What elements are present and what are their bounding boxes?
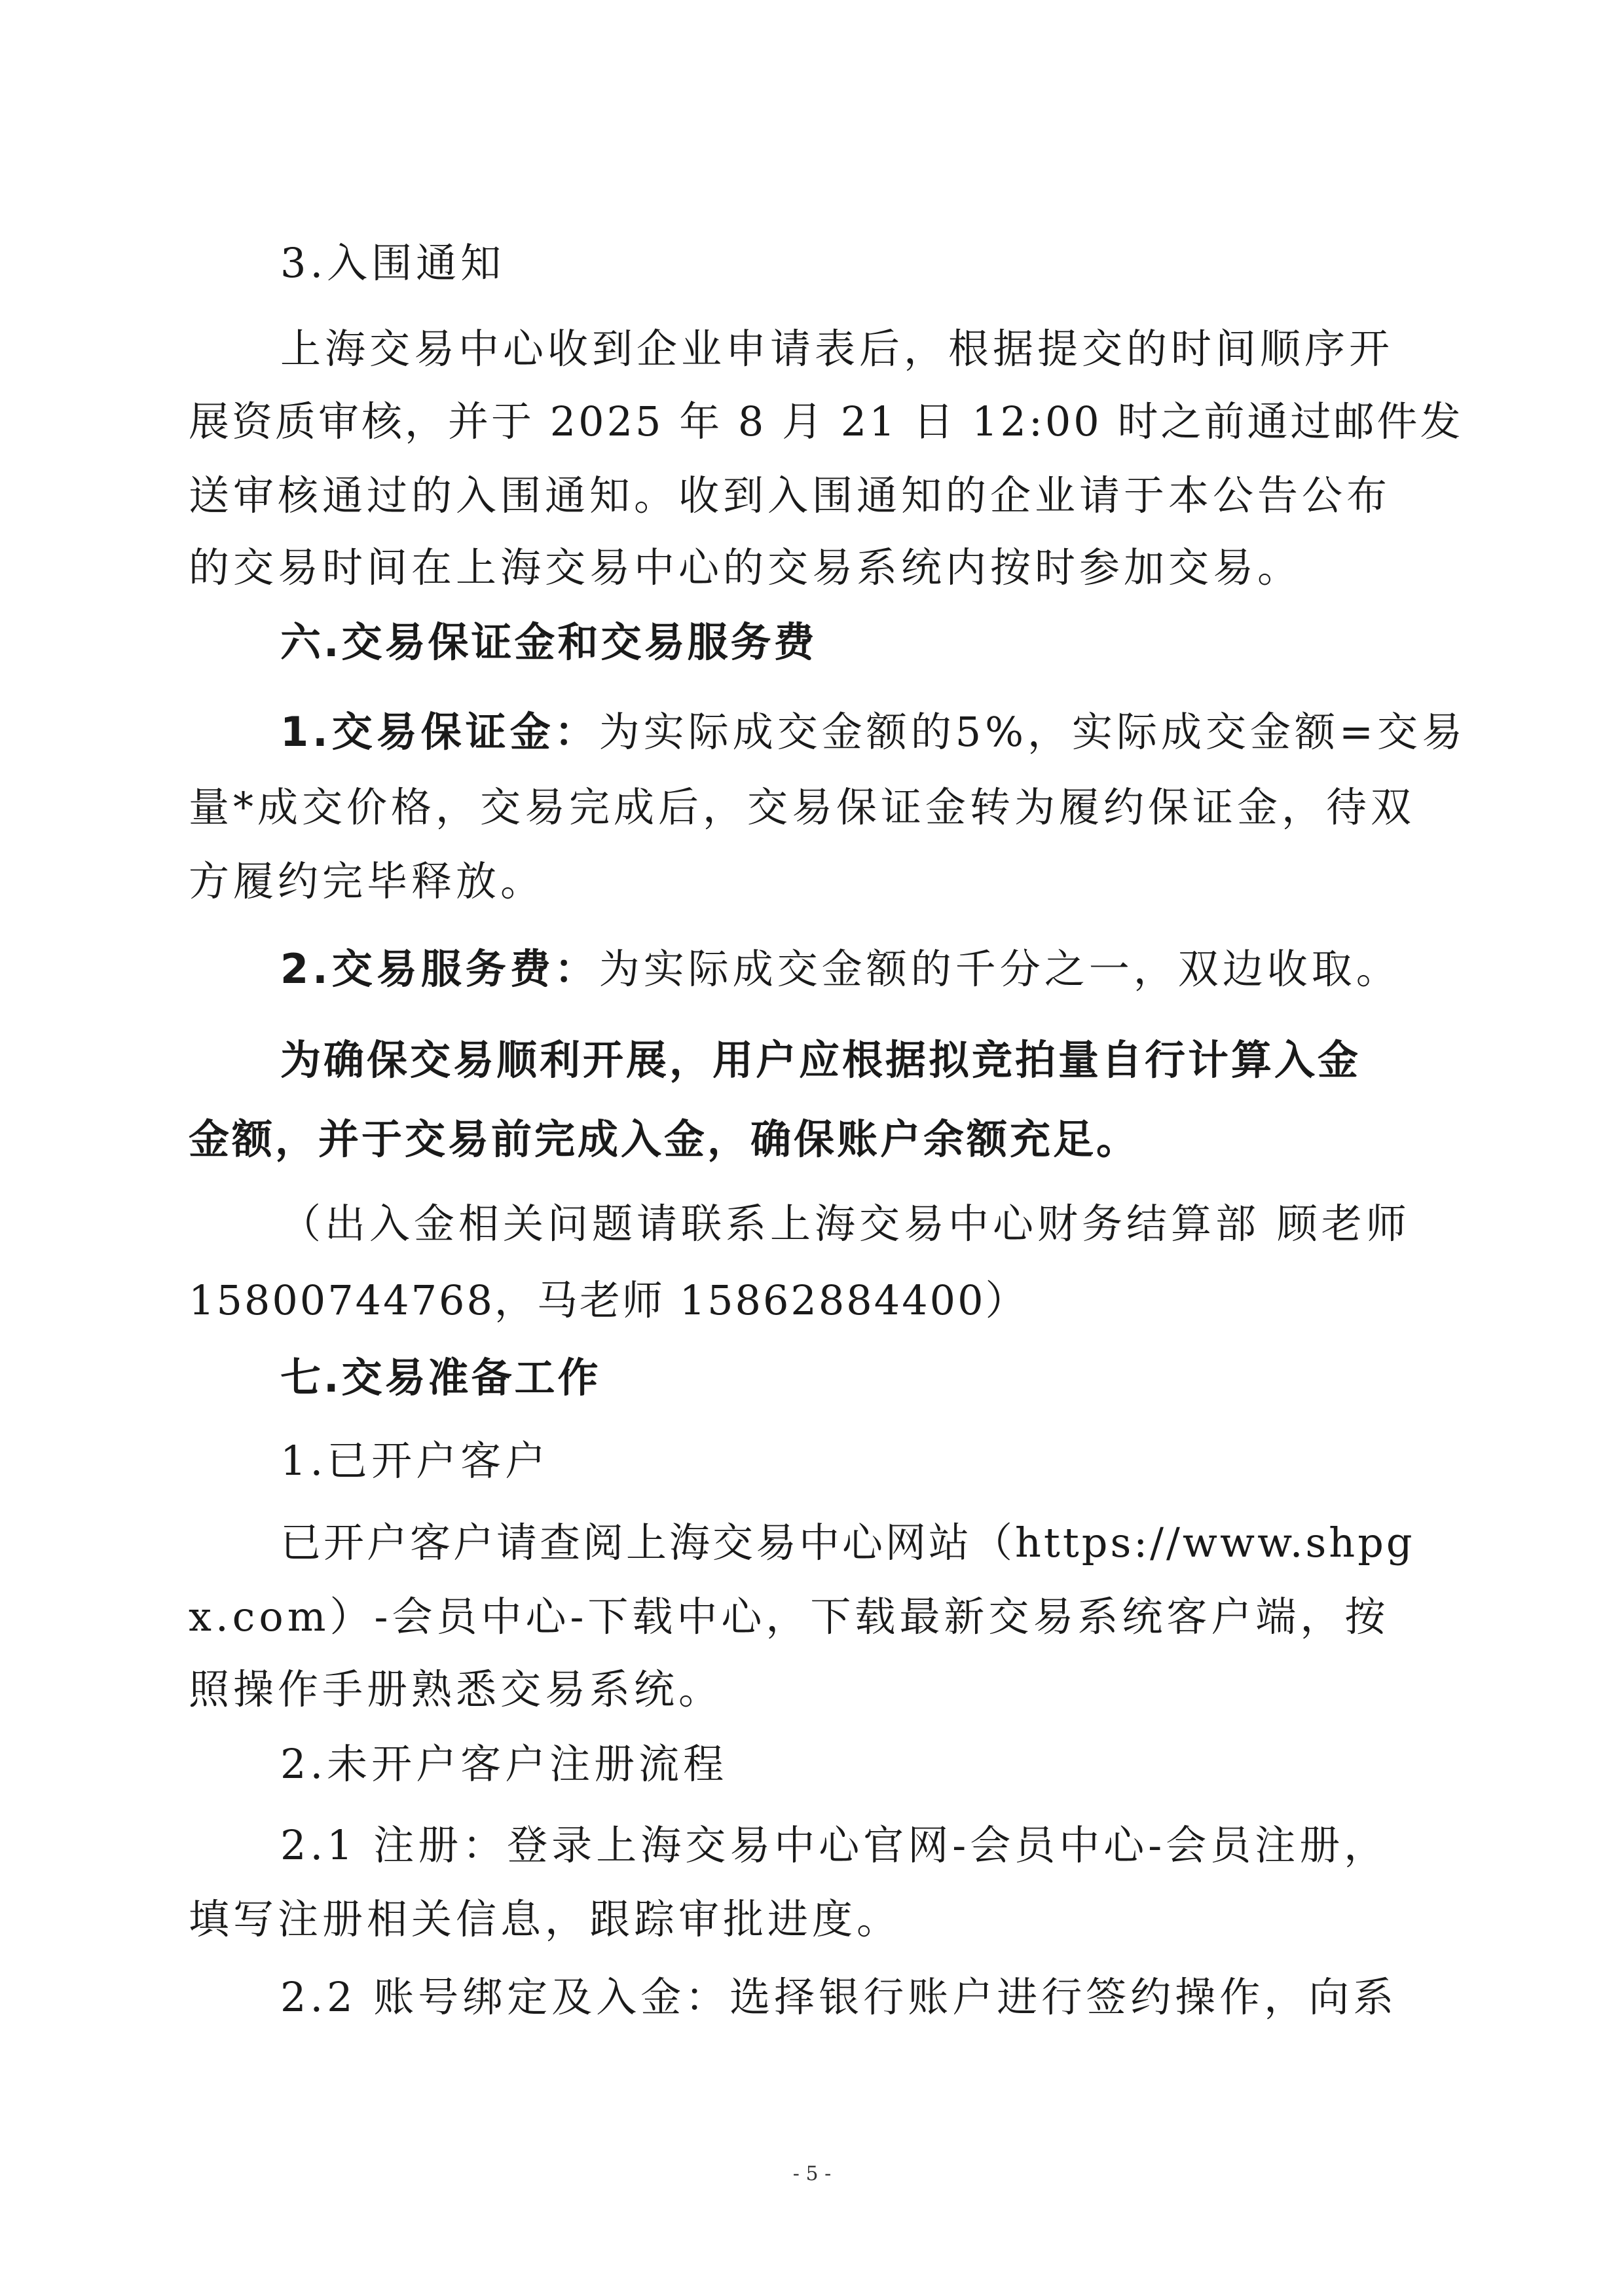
body-line: 量*成交价格，交易完成后，交易保证金转为履约保证金，待双 [189,783,1416,831]
section-heading-preparation: 七.交易准备工作 [280,1354,601,1401]
body-line: 照操作手册熟悉交易系统。 [189,1665,724,1713]
service-fee-paragraph [280,943,1401,995]
body-line: 填写注册相关信息，跟踪审批进度。 [189,1895,902,1943]
body-line: 2.2 账号绑定及入金：选择银行账户进行签约操作，向系 [280,1973,1398,2021]
body-line: 方履约完毕释放。 [189,857,545,905]
body-line: 已开户客户请查阅上海交易中心网站（https://www.shpg [280,1519,1415,1566]
deposit-text: 为实际成交金额的5%，实际成交金额=交易 [599,708,1467,756]
contact-note-line: （出入金相关问题请联系上海交易中心财务结算部 顾老师 [280,1200,1411,1248]
service-fee-label: 2.交易服务费： [280,945,599,993]
body-line: x.com）-会员中心-下载中心，下载最新交易系统客户端，按 [189,1593,1390,1640]
section-heading-deposit-and-fees: 六.交易保证金和交易服务费 [280,618,817,666]
body-line: 的交易时间在上海交易中心的交易系统内按时参加交易。 [189,544,1302,591]
service-fee-text: 为实际成交金额的千分之一，双边收取。 [599,945,1401,993]
funding-note-line: 金额，并于交易前完成入金，确保账户余额充足。 [189,1115,1140,1163]
body-line: 2.1 注册：登录上海交易中心官网-会员中心-会员注册， [280,1821,1389,1869]
body-line: 展资质审核，并于 2025 年 8 月 21 日 12:00 时之前通过邮件发 [189,398,1464,445]
subheading-existing-clients: 1.已开户客户 [280,1437,550,1485]
section-heading-shortlist-notice: 3.入围通知 [280,239,506,287]
deposit-label: 1.交易保证金： [280,708,599,756]
funding-note-line: 为确保交易顺利开展，用户应根据拟竞拍量自行计算入金 [280,1036,1361,1084]
contact-note-line: 15800744768，马老师 15862884400） [189,1276,1028,1324]
deposit-paragraph [280,706,1466,758]
page-number: - 5 - [792,2162,832,2185]
subheading-new-client-registration: 2.未开户客户注册流程 [280,1740,728,1788]
body-line: 送审核通过的入围通知。收到入围通知的企业请于本公告公布 [189,472,1392,519]
body-line: 上海交易中心收到企业申请表后，根据提交的时间顺序开 [280,325,1394,373]
